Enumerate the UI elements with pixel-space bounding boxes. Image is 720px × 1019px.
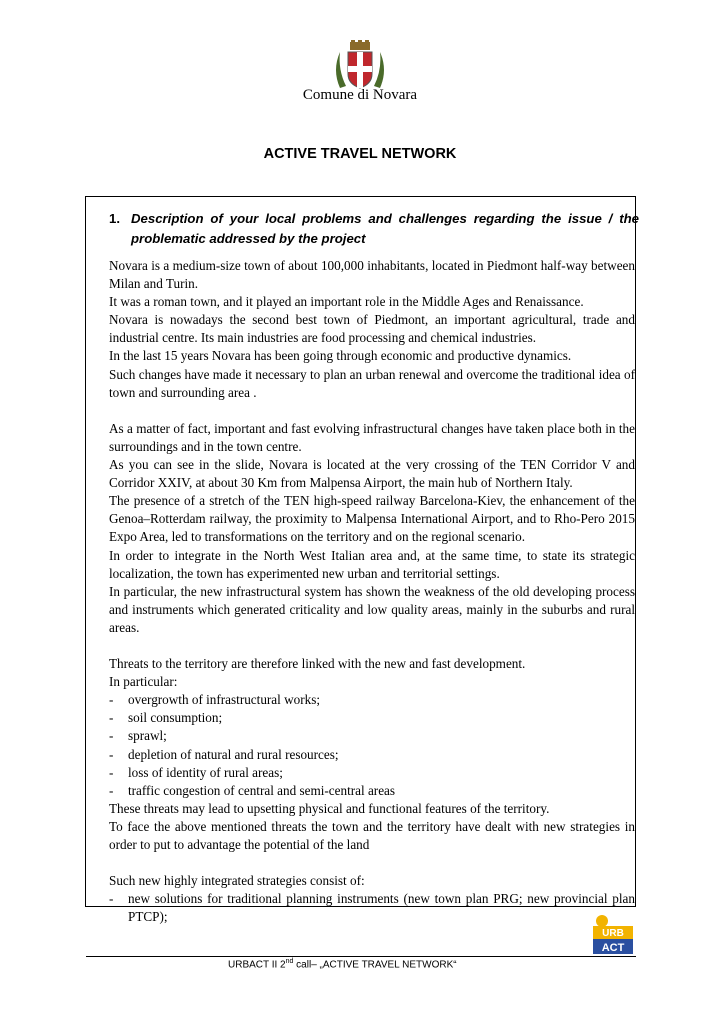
paragraph: To face the above mentioned threats the town and the territory have dealt with new strategies in order to put to advantage the potential of the land xyxy=(109,818,635,852)
list-item: - soil consumption; xyxy=(109,710,223,726)
paragraph: Novara is nowadays the second best town of Piedmont, an important agricultural, trade and industrial centre. Its main industries are food processing and chemical industries. xyxy=(109,312,635,346)
section-body xyxy=(109,257,635,926)
list-item: - loss of identity of rural areas; xyxy=(109,764,283,780)
paragraph: These threats may lead to upsetting physical and functional features of the territory. xyxy=(109,800,550,816)
city-crest-icon xyxy=(330,40,390,94)
paragraph: In the last 15 years Novara has been going through economic and productive dynamics. xyxy=(109,348,572,364)
list-item: - sprawl; xyxy=(109,728,167,744)
list-item: - traffic congestion of central and semi-central areas xyxy=(109,782,396,798)
paragraph: Such changes have made it necessary to plan an urban renewal and overcome the traditional idea of town and surrounding area . xyxy=(109,366,635,400)
footer-text: URBACT II 2nd call– „ACTIVE TRAVEL NETWORK“ xyxy=(228,958,457,971)
document-title: ACTIVE TRAVEL NETWORK xyxy=(263,146,457,162)
paragraph: Such new highly integrated strategies consist of: xyxy=(109,873,365,889)
section-heading-text: Description of your local problems and challenges regarding the issue / the problematic addressed by the project xyxy=(131,211,639,246)
paragraph: As a matter of fact, important and fast evolving infrastructural changes have taken place both in the surroundings and in the town centre. xyxy=(109,420,635,454)
paragraph: Threats to the territory are therefore linked with the new and fast development. xyxy=(109,656,526,672)
section-number: 1. xyxy=(109,211,120,226)
paragraph: In particular: xyxy=(109,674,178,690)
paragraph: It was a roman town, and it played an important role in the Middle Ages and Renaissance. xyxy=(109,294,584,310)
list-item: - depletion of natural and rural resources; xyxy=(109,746,339,762)
urbact-logo xyxy=(593,914,633,954)
paragraph: As you can see in the slide, Novara is located at the very crossing of the TEN Corridor V and Corridor XXIV, at about 30 Km from Malpensa Airport, the main hub of Northern Italy. xyxy=(109,457,635,491)
svg-text:URB: URB xyxy=(602,928,624,939)
svg-text:ACT: ACT xyxy=(601,942,625,954)
municipality-name: Comune di Novara xyxy=(302,87,418,103)
paragraph: In particular, the new infrastructural system has shown the weakness of the old developing process and instruments which generated criticality and low quality areas, mainly in the suburbs and rural areas. xyxy=(109,583,635,635)
paragraph: In order to integrate in the North West Italian area and, at the same time, to state its strategic localization, the town has experimented new urban and territorial settings. xyxy=(109,547,635,581)
list-item: - overgrowth of infrastructural works; xyxy=(109,692,321,708)
paragraph: The presence of a stretch of the TEN high-speed railway Barcelona-Kiev, the enhancement of the Genoa–Rotterdam railway, the proximity to Malpensa International Airport, and to Rho-Pero 2015 Expo Area, led to transformations on the territory and on the regional scenario. xyxy=(109,493,635,545)
section-heading xyxy=(109,209,639,249)
footer-rule xyxy=(86,956,636,957)
paragraph: Novara is a medium-size town of about 100,000 inhabitants, located in Piedmont half-way between Milan and Turin. xyxy=(109,258,635,292)
list-item: - new solutions for traditional planning instruments (new town plan PRG; new provincial plan PTCP); xyxy=(109,891,635,925)
